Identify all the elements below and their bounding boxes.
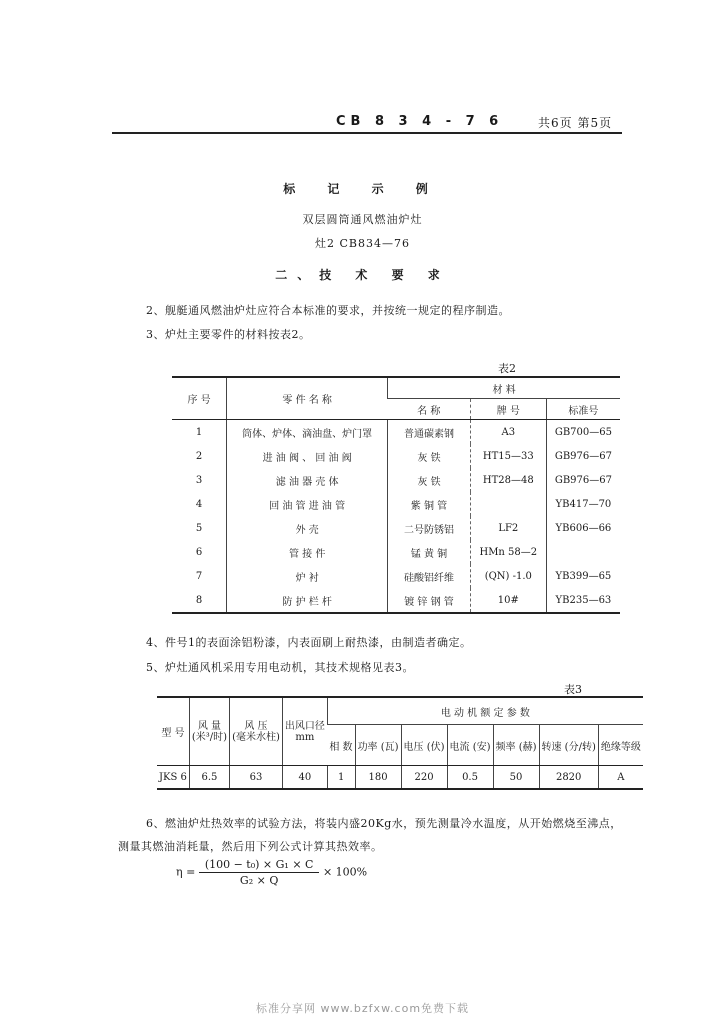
- cell-grade: 10#: [470, 588, 546, 613]
- cell-mat-name: 二号防锈铝: [388, 516, 471, 540]
- cell-seq: 7: [195, 570, 203, 582]
- cell-grade: HT15—33: [470, 444, 546, 468]
- materials-table: [172, 376, 620, 614]
- header-part: 零 件 名 称: [227, 377, 388, 420]
- cell-frequency: 50: [493, 766, 539, 790]
- paragraph-6: 6、燃油炉灶热效率的试验方法，将装内盛20Kg水，预先测量冷水温度，从开始燃烧至沸点，: [146, 817, 622, 830]
- header-seq: 序 号: [172, 377, 227, 420]
- cell-grade: LF2: [470, 516, 546, 540]
- header-outlet-label: 出风口径: [284, 720, 325, 732]
- cell-standard: [546, 540, 620, 564]
- paragraph-4: 4、件号1的表面涂铝粉漆，内表面刷上耐热漆，由制造者确定。: [146, 636, 472, 649]
- table-row: [172, 420, 620, 445]
- header-flow: [189, 697, 229, 766]
- cell-seq: 8: [195, 594, 203, 606]
- header-phase: 相 数: [327, 725, 355, 766]
- cell-seq: 2: [195, 450, 203, 462]
- cell-model: JKS 6: [159, 771, 187, 783]
- cell-mat-name: 紫 铜 管: [388, 492, 471, 516]
- cell-insulation: A: [598, 766, 643, 790]
- header-standard: 标准号: [546, 399, 620, 420]
- header-insulation: 绝缘等级: [598, 725, 643, 766]
- cell-current: 0.5: [447, 766, 493, 790]
- formula-numerator: (100 − t₀) × G₁ × C: [199, 858, 320, 873]
- header-pressure: [230, 697, 283, 766]
- cell-seq: 3: [195, 474, 203, 486]
- cell-flow: 6.5: [189, 766, 229, 790]
- header-rule: [112, 132, 622, 134]
- cell-standard: YB399—65: [546, 564, 620, 588]
- header-pressure-label: 风 压: [244, 720, 268, 732]
- footer-watermark: 标准分享网 www.bzfxw.com免费下载: [255, 1002, 470, 1015]
- marking-example-code: 灶2 CB834—76: [315, 237, 410, 250]
- cell-mat-name: 灰 铁: [388, 468, 471, 492]
- marking-title: 标 记 示 例: [283, 182, 442, 196]
- table2-label: 表2: [498, 362, 516, 375]
- header-motor-params: 电 动 机 额 定 参 数: [327, 697, 642, 725]
- cell-standard: YB235—63: [546, 588, 620, 613]
- table-row: [172, 444, 620, 468]
- cell-seq: 6: [195, 546, 203, 558]
- paragraph-2: 2、舰艇通风燃油炉灶应符合本标准的要求，并按统一规定的程序制造。: [146, 304, 510, 317]
- cell-part: 筒体、炉体、滴油盘、炉门罩: [227, 420, 388, 445]
- table-row: [172, 540, 620, 564]
- cell-seq: 1: [195, 426, 203, 438]
- motor-spec-table: [157, 696, 643, 790]
- table-row: [172, 492, 620, 516]
- cell-mat-name: 锰 黄 铜: [388, 540, 471, 564]
- formula-fraction: [199, 858, 320, 887]
- table-row: [172, 588, 620, 613]
- cell-mat-name: 镀 锌 钢 管: [388, 588, 471, 613]
- header-mat-name: 名 称: [388, 399, 471, 420]
- cell-standard: YB606—66: [546, 516, 620, 540]
- cell-standard: YB417—70: [546, 492, 620, 516]
- header-power: 功率 (瓦): [355, 725, 401, 766]
- cell-mat-name: 硅酸铝纤维: [388, 564, 471, 588]
- header-outlet-unit: mm: [295, 731, 315, 743]
- efficiency-formula: [176, 858, 367, 887]
- cell-seq: 4: [195, 498, 203, 510]
- paragraph-5: 5、炉灶通风机采用专用电动机，其技术规格见表3。: [146, 661, 414, 674]
- cell-standard: GB976—67: [546, 444, 620, 468]
- section-title: 二、技 术 要 求: [275, 268, 450, 282]
- cell-mat-name: 普通碳素钢: [388, 420, 471, 445]
- table-row: [157, 766, 643, 790]
- cell-standard: GB976—67: [546, 468, 620, 492]
- cell-part: 炉 衬: [227, 564, 388, 588]
- cell-power: 180: [355, 766, 401, 790]
- cell-grade: HMn 58—2: [470, 540, 546, 564]
- header-outlet: [282, 697, 327, 766]
- paragraph-3: 3、炉灶主要零件的材料按表2。: [146, 328, 311, 341]
- standard-code: CB 8 3 4 - 7 6: [336, 114, 504, 129]
- header-pressure-unit: (毫米水柱): [232, 731, 280, 743]
- cell-part: 外 壳: [227, 516, 388, 540]
- header-flow-unit: (米³/时): [191, 731, 228, 743]
- formula-rhs: × 100%: [322, 865, 368, 879]
- cell-speed: 2820: [539, 766, 598, 790]
- table3-label: 表3: [564, 683, 582, 696]
- page-indicator: 共6页 第5页: [538, 116, 613, 130]
- header-current: 电流 (安): [447, 725, 493, 766]
- paragraph-6-continued: 测量其燃油消耗量，然后用下列公式计算其热效率。: [118, 840, 383, 853]
- cell-grade: [470, 492, 546, 516]
- cell-grade: (QN) -1.0: [470, 564, 546, 588]
- cell-part: 滤 油 器 壳 体: [227, 468, 388, 492]
- formula-lhs: η =: [176, 865, 196, 879]
- cell-grade: HT28—48: [470, 468, 546, 492]
- header-frequency: 频率 (赫): [493, 725, 539, 766]
- header-model: 型 号: [157, 697, 189, 766]
- cell-mat-name: 灰 铁: [388, 444, 471, 468]
- cell-part: 进 油 阀 、 回 油 阀: [227, 444, 388, 468]
- cell-grade: A3: [470, 420, 546, 445]
- header-material: 材 料: [388, 377, 620, 399]
- cell-part: 防 护 栏 杆: [227, 588, 388, 613]
- header-flow-label: 风 量: [197, 720, 222, 732]
- header-grade: 牌 号: [470, 399, 546, 420]
- marking-example-name: 双层圆筒通风燃油炉灶: [302, 213, 423, 226]
- header-speed: 转速 (分/转): [539, 725, 598, 766]
- table-row: [172, 564, 620, 588]
- cell-part: 管 接 件: [227, 540, 388, 564]
- cell-outlet: 40: [282, 766, 327, 790]
- cell-seq: 5: [195, 522, 203, 534]
- table-row: [172, 516, 620, 540]
- header-voltage: 电压 (伏): [401, 725, 447, 766]
- cell-phase: 1: [327, 766, 355, 790]
- cell-part: 回 油 管 进 油 管: [227, 492, 388, 516]
- cell-standard: GB700—65: [546, 420, 620, 445]
- table-row: [172, 468, 620, 492]
- cell-pressure: 63: [230, 766, 283, 790]
- formula-denominator: G₂ × Q: [239, 874, 279, 887]
- cell-voltage: 220: [401, 766, 447, 790]
